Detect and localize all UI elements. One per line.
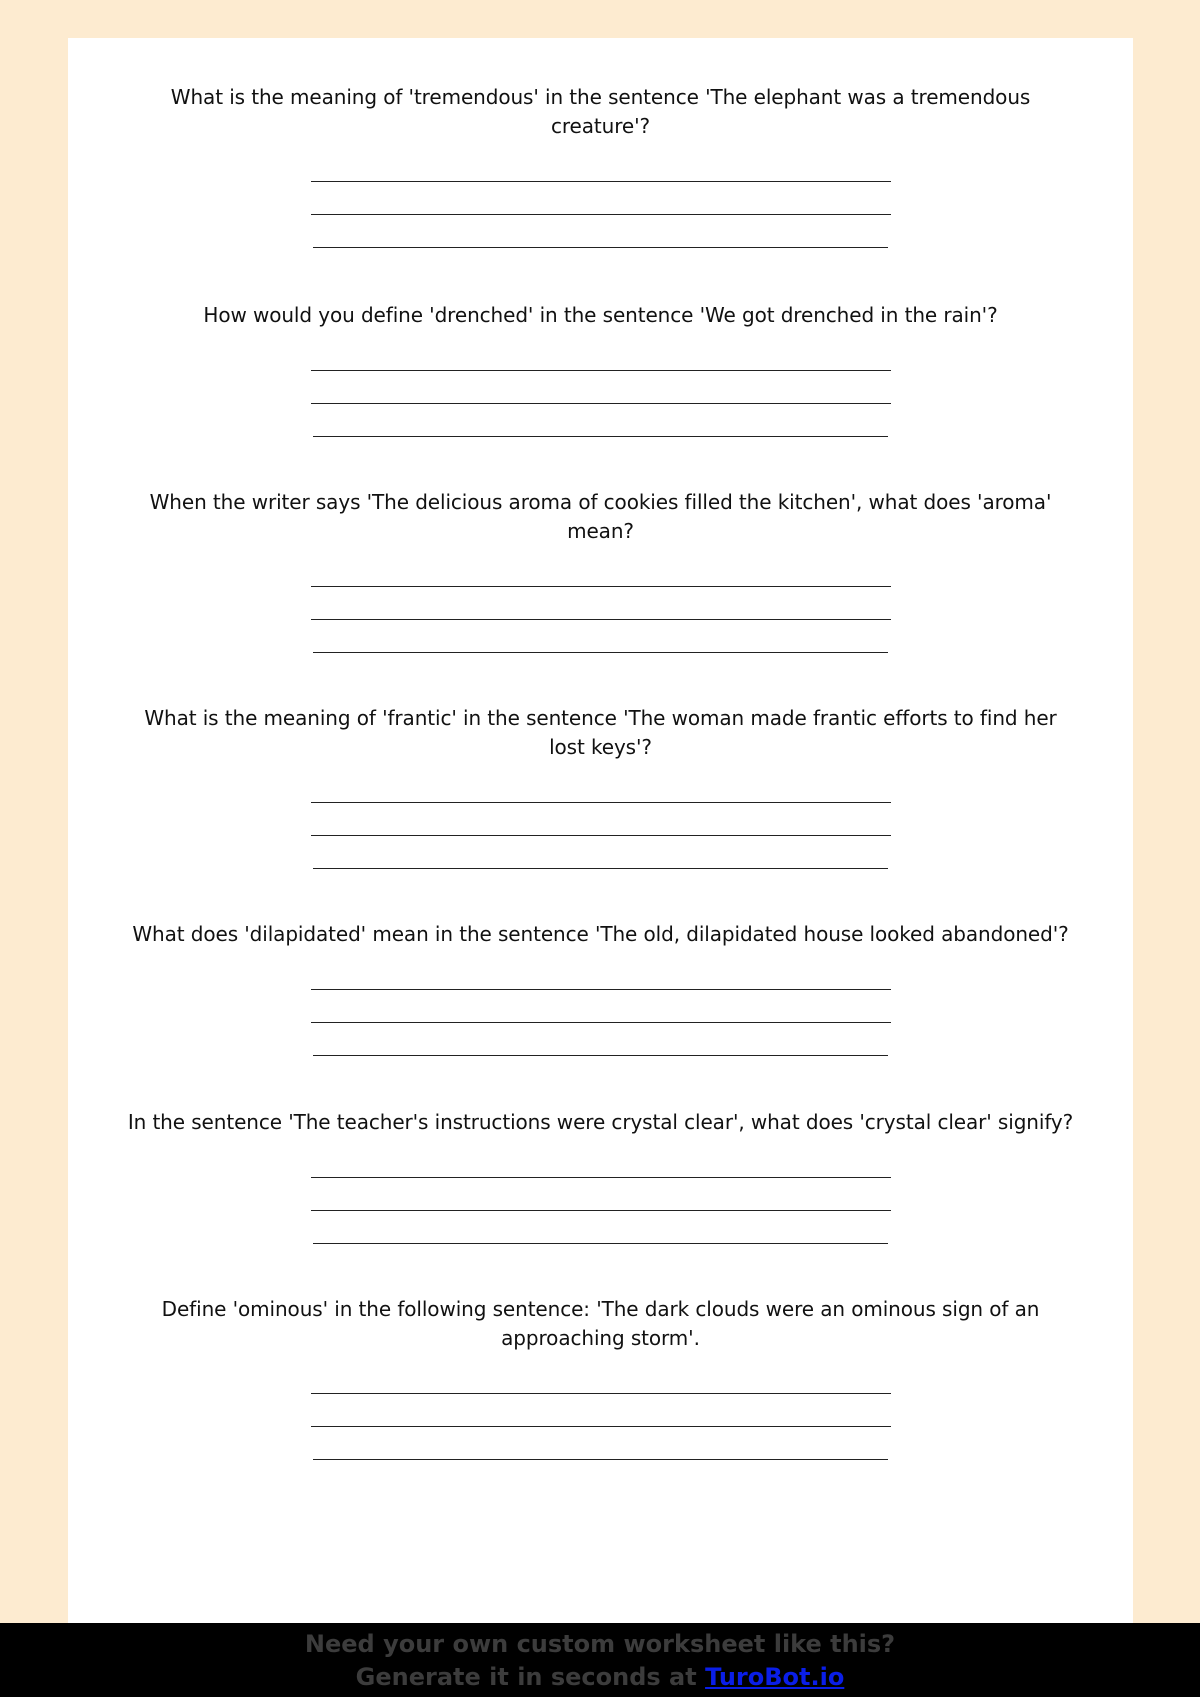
question-text: In the sentence 'The teacher's instructions were crystal clear', what does 'crystal clear' signify?: [127, 1110, 1074, 1134]
answer-line[interactable]: [311, 770, 891, 803]
answer-lines: [311, 554, 891, 653]
answer-line[interactable]: [311, 957, 891, 990]
answer-line[interactable]: [311, 149, 891, 182]
answer-line[interactable]: [311, 803, 891, 836]
question-item: [68, 704, 1133, 920]
answer-line[interactable]: [311, 1178, 891, 1211]
answer-lines: [311, 770, 891, 869]
footer-headline: Need your own custom worksheet like this?: [304, 1630, 896, 1658]
answer-lines: [311, 1361, 891, 1460]
promo-footer: [0, 1623, 1200, 1697]
answer-line[interactable]: [311, 1145, 891, 1178]
question-text: What does 'dilapidated' mean in the sentence 'The old, dilapidated house looked abandoned'?: [132, 922, 1069, 946]
answer-lines: [311, 957, 891, 1056]
answer-lines: [311, 149, 891, 248]
question-item: [68, 1295, 1133, 1511]
question-item: [68, 301, 1133, 488]
answer-line[interactable]: [313, 836, 888, 869]
answer-line[interactable]: [311, 990, 891, 1023]
question-text: How would you define 'drenched' in the sentence 'We got drenched in the rain'?: [203, 303, 998, 327]
answer-line[interactable]: [313, 404, 888, 437]
question-text: What is the meaning of 'tremendous' in the sentence 'The elephant was a tremendous creature'?: [170, 85, 1031, 138]
question-item: [68, 83, 1133, 271]
answer-line[interactable]: [311, 554, 891, 587]
answer-line[interactable]: [313, 1023, 888, 1056]
question-item: [68, 1108, 1133, 1295]
answer-lines: [311, 1145, 891, 1244]
answer-line[interactable]: [313, 1427, 888, 1460]
footer-cta-text: Generate it in seconds at: [355, 1663, 706, 1691]
answer-line[interactable]: [313, 620, 888, 653]
answer-line[interactable]: [313, 1211, 888, 1244]
question-text: What is the meaning of 'frantic' in the sentence 'The woman made frantic efforts to find her lost keys'?: [144, 706, 1057, 759]
answer-line[interactable]: [311, 1361, 891, 1394]
answer-line[interactable]: [311, 371, 891, 404]
question-text: When the writer says 'The delicious aroma of cookies filled the kitchen', what does 'aroma' mean?: [149, 490, 1052, 543]
question-list: [68, 83, 1133, 1511]
question-text: Define 'ominous' in the following sentence: 'The dark clouds were an ominous sign of an approaching storm'.: [161, 1297, 1040, 1350]
turobot-link[interactable]: TuroBot.io: [705, 1663, 845, 1691]
answer-lines: [311, 338, 891, 437]
footer-cta: [0, 1661, 1200, 1694]
answer-line[interactable]: [311, 587, 891, 620]
worksheet-page: [68, 38, 1133, 1623]
answer-line[interactable]: [313, 215, 888, 248]
answer-line[interactable]: [311, 338, 891, 371]
question-item: [68, 920, 1133, 1108]
answer-line[interactable]: [311, 182, 891, 215]
answer-line[interactable]: [311, 1394, 891, 1427]
question-item: [68, 488, 1133, 704]
